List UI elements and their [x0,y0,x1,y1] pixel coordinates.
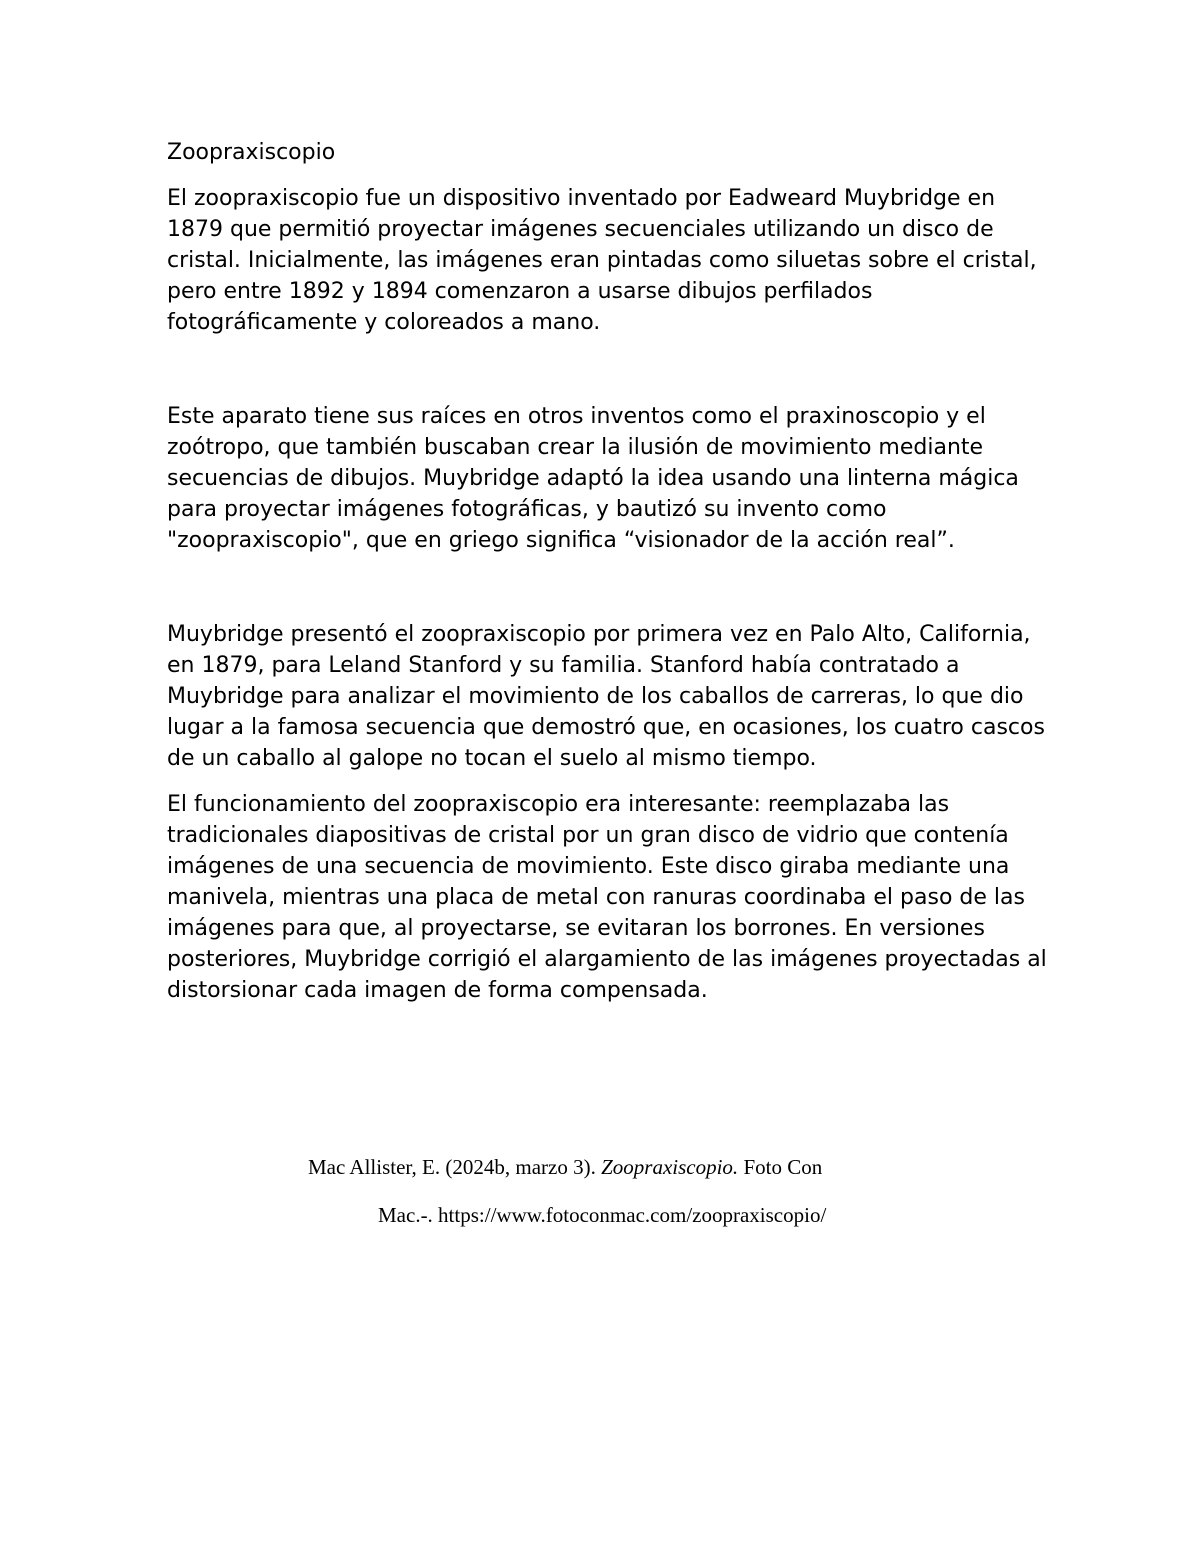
paragraph-2: Este aparato tiene sus raíces en otros inventos como el praxinoscopio y el zoótropo, que también buscaban crear la ilusión de movimiento mediante secuencias de dibujos. Muybridge adaptó la idea usando una linterna mágica para proyectar imágenes fotográficas, y bautizó su invento como "zoopraxiscopio", que en griego significa “visionador de la acción real”. [167,404,1019,553]
paragraph-spacer [167,774,1047,789]
reference-line-1 [308,1150,822,1184]
reference-line-2 [378,1198,826,1232]
reference-work-title: Zoopraxiscopio. [601,1155,739,1179]
reference-publisher-part: Foto Con [738,1155,823,1179]
reference-url[interactable]: Mac.-. https://www.fotoconmac.com/zoopraxiscopio/ [378,1203,827,1227]
paragraph-spacer [167,556,1047,619]
document-body [167,137,1047,1006]
paragraph-3: Muybridge presentó el zoopraxiscopio por primera vez en Palo Alto, California, en 1879, para Leland Stanford y su familia. Stanford había contratado a Muybridge para analizar el movimiento de los caballos de carreras, lo que dio lugar a la famosa secuencia que demostró que, en ocasiones, los cuatro cascos de un caballo al galope no tocan el suelo al mismo tiempo. [167,622,1045,771]
reference-authors-date: Mac Allister, E. (2024b, marzo 3). [308,1155,602,1179]
paragraph-1: El zoopraxiscopio fue un dispositivo inventado por Eadweard Muybridge en 1879 que permitió proyectar imágenes secuenciales utilizando un disco de cristal. Inicialmente, las imágenes eran pintadas como siluetas sobre el cristal, pero entre 1892 y 1894 comenzaron a usarse dibujos perfilados fotográficamente y coloreados a mano. [167,186,1037,335]
paragraph-4: El funcionamiento del zoopraxiscopio era interesante: reemplazaba las tradicionales diapositivas de cristal por un gran disco de vidrio que contenía imágenes de una secuencia de movimiento. Este disco giraba mediante una manivela, mientras una placa de metal con ranuras coordinaba el paso de las imágenes para que, al proyectarse, se evitaran los borrones. En versiones posteriores, Muybridge corrigió el alargamiento de las imágenes proyectadas al distorsionar cada imagen de forma compensada. [167,792,1047,1003]
paragraph-spacer [167,338,1047,401]
document-title: Zoopraxiscopio [167,140,336,165]
